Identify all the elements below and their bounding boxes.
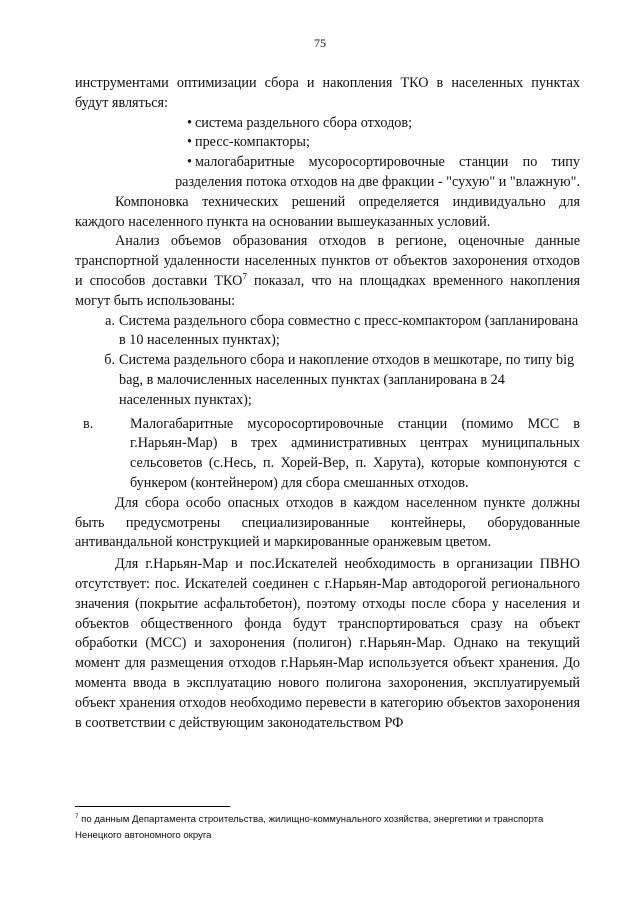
list-item-text: Система раздельного сбора и накопление отходов в мешкотаре, по типу big bag, в малочисленных населенных пунктах (запланирована в 24 населенных пунктах);	[119, 352, 575, 408]
footnote-separator	[75, 806, 230, 807]
bullet-item: • пресс-компакторы;	[187, 133, 580, 153]
paragraph-analysis-text: Анализ объемов образования отходов в регионе, оценочные данные транспортной удаленности населенных пунктов от объектов захоронения отходов и способов доставки ТКО	[75, 233, 580, 289]
list-marker: а.	[105, 312, 115, 329]
list-item	[75, 312, 580, 352]
bullet-item: • система раздельного сбора отходов;	[187, 114, 580, 134]
list-item-text: Система раздельного сбора совместно с пресс-компактором (запланирована в 10 населенных пунктах);	[119, 312, 579, 349]
bullet-list	[75, 114, 580, 173]
list-marker: б.	[104, 352, 115, 369]
footnote-text: по данным Департамента строительства, жилищно-коммунального хозяйства, энергетики и транспорта Ненецкого автономного округа	[75, 814, 544, 841]
list-item-text: Малогабаритные мусоросортировочные станции (помимо МСС в г.Нарьян-Мар) в трех административных центрах муниципальных сельсоветов (с.Несь, п. Хорей-Вер, п. Харута), которые компонуются с бункером (контейнером) для сбора смешанных отходов.	[130, 415, 580, 491]
page-number: 75	[314, 36, 326, 50]
paragraph-analysis-text-cont: показал, что на площадках временного накопления могут быть использованы:	[75, 272, 580, 309]
list-item	[75, 351, 580, 410]
body-text	[75, 74, 580, 733]
bullet-item-continuation: разделения потока отходов на две фракции - "сухую" и "влажную".	[175, 173, 580, 190]
list-marker: в.	[83, 415, 94, 432]
paragraph-layout: Компоновка технических решений определяется индивидуально для каждого населенного пункта на основании вышеуказанных условий.	[75, 193, 580, 230]
footnote	[75, 812, 580, 844]
bullet-item: • малогабаритные мусоросортировочные станции по типу	[187, 153, 580, 173]
paragraph-hazardous: Для сбора особо опасных отходов в каждом населенном пункте должны быть предусмотрены специализированные контейнеры, оборудованные антивандальной конструкцией и маркированные оранжевым цветом.	[75, 494, 580, 551]
paragraph-intro: инструментами оптимизации сбора и накопления ТКО в населенных пунктах будут являться:	[75, 75, 580, 111]
footnote-ref: 7	[242, 271, 247, 282]
paragraph-analysis	[75, 232, 580, 311]
footnote-marker: 7	[75, 812, 79, 820]
paragraph-naryan-mar: Для г.Нарьян-Мар и пос.Искателей необходимость в организации ПВНО отсутствует: пос. Искателей соединен с г.Нарьян-Мар автодорогой регионального значения (покрытие асфальтобетон), поэтому отходы после сбора у населения и объектов общественного фонда будут транспортироваться сразу на объект обработки (МСС) и захоронения (полигон) г.Нарьян-Мар. Однако на текущий момент для размещения отходов г.Нарьян-Мар используется объект хранения. До момента ввода в эксплуатацию нового полигона захоронения, эксплуатируемый объект хранения отходов необходимо перевести в категорию объектов захоронения в соответствии с действующим законодательством РФ	[75, 556, 580, 731]
list-item	[75, 415, 580, 494]
